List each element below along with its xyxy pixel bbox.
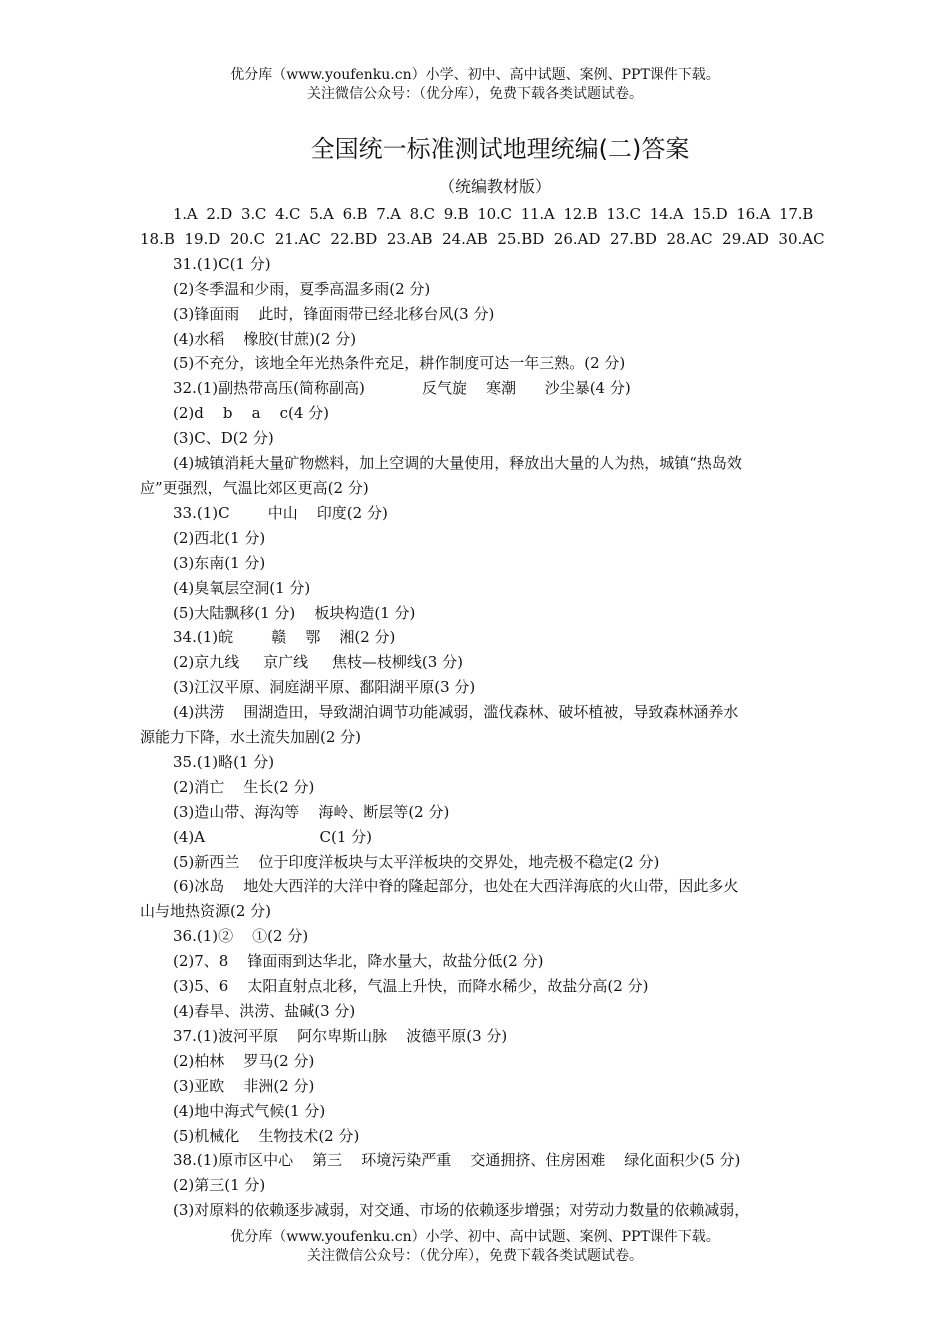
answer-line: (2)柏林 罗马(2 分) (173, 1051, 315, 1070)
answer-line: (3)造山带、海沟等 海岭、断层等(2 分) (173, 802, 450, 821)
answer-line: (4)春旱、洪涝、盐碱(3 分) (173, 1002, 356, 1020)
answer-line: 35.(1)略(1 分) (173, 752, 275, 771)
answer-line: 34.(1)皖 赣 鄂 湘(2 分) (173, 628, 396, 647)
answer-body (140, 202, 825, 1223)
footer-line-1: 优分库（www.youfenku.cn）小学、初中、高中试题、案例、PPT课件下载。 (230, 1229, 720, 1245)
answer-line: 源能力下降，水土流失加剧(2 分) (140, 728, 362, 747)
answer-line: (4)地中海式气候(1 分) (173, 1101, 326, 1120)
answer-line: (3)江汉平原、洞庭湖平原、鄱阳湖平原(3 分) (173, 678, 476, 697)
answer-line: (6)冰岛 地处大西洋的大洋中脊的隆起部分，也处在大西洋海底的火山带，因此多火 (173, 877, 739, 896)
answer-line: 1.A 2.D 3.C 4.C 5.A 6.B 7.A 8.C 9.B 10.C 11.A 12.B 13.C 14.A 15.D 16.A 17.B (173, 205, 813, 223)
answer-line: 38.(1)原市区中心 第三 环境污染严重 交通拥挤、住房困难 绿化面积少(5 分) (173, 1151, 741, 1170)
answer-line: 37.(1)波河平原 阿尔卑斯山脉 波德平原(3 分) (173, 1026, 508, 1045)
answer-line: (2)d b a c(4 分) (173, 404, 330, 423)
answer-line: (2)京九线 京广线 焦枝—枝柳线(3 分) (173, 653, 463, 672)
header-line-2: 关注微信公众号：（优分库），免费下载各类试题试卷。 (307, 86, 643, 102)
answer-line: 应”更强烈，气温比郊区更高(2 分) (140, 478, 369, 497)
document-subtitle: （统编教材版） (438, 177, 551, 196)
answer-line: (4)城镇消耗大量矿物燃料，加上空调的大量使用，释放出大量的人为热，城镇“热岛效 (173, 454, 742, 473)
answer-line: (4)洪涝 围湖造田，导致湖泊调节功能减弱，滥伐森林、破坏植被，导致森林涵养水 (173, 703, 739, 722)
answer-line: (3)锋面雨 此时，锋面雨带已经北移台风(3 分) (173, 304, 495, 323)
answer-line: (2)西北(1 分) (173, 528, 266, 547)
answer-line: 36.(1)② ①(2 分) (173, 927, 309, 946)
answer-line: 33.(1)C 中山 印度(2 分) (173, 503, 388, 522)
answer-line: 31.(1)C(1 分) (173, 254, 271, 273)
answer-line: (2)消亡 生长(2 分) (173, 777, 315, 796)
footer-line-2: 关注微信公众号：（优分库），免费下载各类试题试卷。 (307, 1248, 643, 1264)
answer-line: (4)水稻 橡胶(甘蔗)(2 分) (173, 329, 357, 348)
answer-line: (3)东南(1 分) (173, 553, 266, 572)
answer-line: 32.(1)副热带高压(简称副高) 反气旋 寒潮 沙尘暴(4 分) (173, 379, 631, 398)
header-line-1: 优分库（www.youfenku.cn）小学、初中、高中试题、案例、PPT课件下载。 (230, 67, 720, 83)
answer-line: (5)新西兰 位于印度洋板块与太平洋板块的交界处，地壳极不稳定(2 分) (173, 852, 660, 871)
answer-line: 18.B 19.D 20.C 21.AC 22.BD 23.AB 24.AB 25.BD 26.AD 27.BD 28.AC 29.AD 30.AC (140, 229, 825, 248)
answer-line: 山与地热资源(2 分) (140, 902, 272, 921)
answer-line: (3)亚欧 非洲(2 分) (173, 1076, 315, 1095)
document-title: 全国统一标准测试地理统编(二)答案 (310, 135, 690, 163)
page-footer (0, 1228, 950, 1266)
answer-line: (3)5、6 太阳直射点北移，气温上升快，而降水稀少，故盐分高(2 分) (173, 977, 649, 996)
answer-line: (5)机械化 生物技术(2 分) (173, 1126, 360, 1145)
answer-line: (2)第三(1 分) (173, 1176, 266, 1195)
answer-line: (5)大陆飘移(1 分) 板块构造(1 分) (173, 603, 416, 622)
answer-line: (4)A C(1 分) (173, 827, 373, 846)
answer-line: (2)冬季温和少雨，夏季高温多雨(2 分) (173, 279, 431, 298)
answer-line: (2)7、8 锋面雨到达华北，降水量大，故盐分低(2 分) (173, 952, 544, 971)
answer-line: (3)C、D(2 分) (173, 429, 274, 448)
answer-line: (4)臭氧层空洞(1 分) (173, 578, 311, 597)
answer-line: (5)不充分，该地全年光热条件充足，耕作制度可达一年三熟。(2 分) (173, 354, 626, 373)
page-header (0, 66, 950, 104)
answer-line: (3)对原料的依赖逐步减弱，对交通、市场的依赖逐步增强；对劳动力数量的依赖减弱， (173, 1201, 750, 1220)
